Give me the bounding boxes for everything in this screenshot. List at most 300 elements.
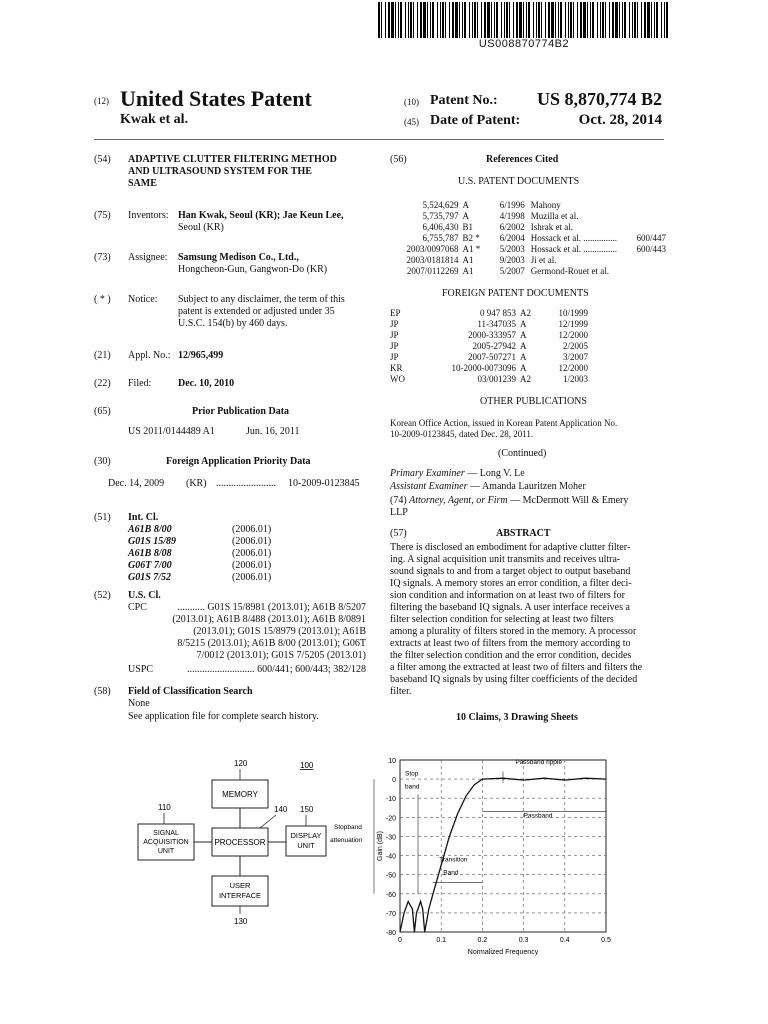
barcode-bar (496, 2, 498, 38)
patent-no-label: Patent No.: (430, 93, 498, 108)
attorney-name-2: LLP (390, 507, 408, 518)
doc-date: 10/1999 (558, 308, 588, 318)
refs-code: (56) (390, 154, 407, 165)
stopband-attenuation-label: attenuation (330, 837, 363, 845)
foreign-docs-table (390, 308, 588, 385)
doc-number: 2003/0097068 (406, 244, 459, 254)
barcode-bar (388, 2, 390, 38)
barcode-bar (605, 2, 606, 38)
barcode-bar (558, 2, 559, 38)
assignee-line-1: Samsung Medison Co., Ltd., (178, 252, 299, 263)
doc-name: Hossack et al. ............... (530, 233, 617, 243)
ref-130: 130 (234, 917, 248, 926)
abstract-line: There is disclosed an embodiment for adaptive clutter filter- (390, 542, 631, 553)
doc-class (633, 200, 666, 211)
doc-date: 12/2000 (558, 330, 588, 340)
other-pubs-heading: OTHER PUBLICATIONS (480, 396, 587, 407)
country: EP (390, 308, 401, 318)
table-row (390, 363, 588, 374)
barcode-bar (413, 2, 414, 38)
display-label-1: DISPLAY (290, 831, 322, 840)
barcode-bar (523, 2, 524, 38)
country: KR (390, 363, 403, 373)
barcode-bar (481, 2, 482, 38)
barcode-bar (405, 2, 406, 38)
barcode-bar (629, 2, 630, 38)
foreign-country: (KR) (186, 478, 207, 489)
intcl-version: (2006.01) (232, 572, 272, 583)
patent-no: US 8,870,774 B2 (536, 89, 662, 109)
ref-150: 150 (300, 805, 314, 814)
barcode-bar (423, 2, 426, 38)
table-row (396, 266, 666, 277)
y-tick-label: -30 (385, 834, 396, 842)
doc-name: Ji et al. (530, 255, 557, 265)
doc-number: 10-2000-0073096 (451, 363, 516, 373)
barcode-bar (398, 2, 399, 38)
barcode-bar (427, 2, 428, 38)
barcode-bar (509, 2, 510, 38)
doc-kind: B1 (462, 222, 474, 232)
patent-date: Oct. 28, 2014 (578, 112, 662, 128)
ref-110: 110 (158, 803, 171, 812)
foreign-dots: ........................ (216, 478, 276, 489)
abstract-line: baseband IQ signals by using filter coefficients of the decided (390, 674, 638, 685)
claims-summary: 10 Claims, 3 Drawing Sheets (456, 712, 578, 723)
transition-label: Band (443, 869, 459, 877)
left-column (94, 150, 374, 730)
doc-kind: A (520, 341, 527, 351)
doc-number: 2003/0181814 (406, 255, 459, 265)
title-line-1: ADAPTIVE CLUTTER FILTERING METHOD (128, 154, 337, 165)
doc-class (633, 222, 666, 233)
ref-140: 140 (274, 805, 288, 814)
primary-examiner-name: — Long V. Le (464, 468, 525, 479)
doc-date: 5/2003 (499, 244, 525, 254)
table-row (396, 200, 666, 211)
doc-kind: A1 (462, 255, 474, 265)
notice-label: Notice: (128, 294, 158, 305)
notice-line-3: U.S.C. 154(b) by 460 days. (178, 318, 288, 329)
doc-kind: A (520, 330, 527, 340)
patent-title: United States Patent (120, 86, 312, 111)
barcode-image (376, 2, 672, 38)
intcl-class: A61B 8/08 (128, 548, 172, 559)
barcode-bar (609, 2, 610, 38)
y-tick-label: -60 (385, 891, 396, 899)
barcode-bar (469, 2, 470, 38)
inventors-line-2: Seoul (KR) (178, 222, 224, 233)
filed-date: Dec. 10, 2010 (178, 378, 235, 389)
cpc-line-1: ........... G01S 15/8981 (2013.01); A61B 8/5207 (177, 602, 366, 613)
barcode-bar (506, 2, 508, 38)
barcode-bar (501, 2, 502, 38)
country: WO (390, 374, 405, 384)
passband-label: Passband (523, 812, 553, 820)
doc-kind: B2 * (462, 233, 480, 243)
doc-number: 03/001239 (477, 374, 516, 384)
barcode-bar (445, 2, 446, 38)
ref-100: 100 (300, 761, 314, 770)
date-label: Date of Patent: (430, 113, 521, 128)
foreign-heading: Foreign Application Priority Data (166, 456, 311, 467)
signal-label-2: ACQUISITION (143, 839, 189, 846)
stopband-label: Stop (405, 770, 419, 778)
stopband-label: band (405, 783, 420, 791)
barcode-bar (519, 2, 522, 38)
country: JP (390, 319, 399, 329)
barcode-bar (385, 2, 386, 38)
appl-code: (21) (94, 350, 111, 361)
patent-header (0, 84, 768, 136)
other-pubs-line-2: 10-2009-0123845, dated Dec. 28, 2011. (390, 429, 534, 439)
table-row (390, 341, 588, 352)
abstract-line: the filter selection condition and the error condition, decides (390, 650, 632, 661)
passband-ripple-label: Passband ripple (515, 758, 562, 766)
barcode-bar (474, 2, 476, 38)
table-row (390, 319, 588, 330)
inventors-code: (75) (94, 210, 111, 221)
doc-date: 1/2003 (562, 374, 588, 384)
doc-kind: A (520, 363, 527, 373)
doc-date: 9/2003 (499, 255, 525, 265)
x-tick-label: 0.5 (601, 937, 611, 944)
notice-line-2: patent is extended or adjusted under 35 (178, 306, 335, 317)
code-12: (12) (94, 96, 109, 106)
user-label-1: USER (229, 881, 251, 890)
assistant-examiner-name: — Amanda Lauritzen Moher (467, 481, 586, 492)
intcl-row (128, 572, 328, 584)
doc-number: 2007-507271 (468, 352, 516, 362)
cpc-lines (150, 602, 366, 662)
doc-number: 11-347035 (477, 319, 516, 329)
field-none: None (128, 698, 150, 709)
doc-date: 4/1998 (499, 211, 525, 221)
abstract-heading: ABSTRACT (496, 528, 551, 539)
barcode-bar (410, 2, 412, 38)
table-row (396, 233, 666, 244)
barcode-bar (462, 2, 463, 38)
barcode-bar (395, 2, 396, 38)
frequency-response-chart (330, 752, 620, 962)
barcode-bar (455, 2, 458, 38)
doc-number: 2000-333957 (468, 330, 516, 340)
doc-date: 5/2007 (499, 266, 525, 276)
foreign-date: Dec. 14, 2009 (108, 478, 165, 489)
x-tick-label: 0.4 (559, 937, 570, 944)
abstract-line: filtering the baseband IQ signals. A user interface receives a (390, 602, 630, 613)
doc-number: 5,524,629 (422, 200, 459, 210)
field-code: (58) (94, 686, 111, 697)
doc-date: 3/2007 (562, 352, 588, 362)
barcode-bar (548, 2, 550, 38)
transition-label: Transition (439, 856, 468, 864)
barcode-bar (391, 2, 394, 38)
barcode-bar (452, 2, 454, 38)
right-column (390, 150, 666, 730)
intcl-class: G06T 7/00 (128, 560, 172, 571)
assignee-label: Assignee: (128, 252, 168, 263)
doc-name: Germond-Rouet et al. (530, 266, 609, 276)
barcode-number: US008870774B2 (478, 38, 570, 50)
abstract-line: extracts at least two of filters from the memory according to (390, 638, 631, 649)
doc-class: 600/447 (636, 233, 666, 243)
intcl-class: G01S 7/52 (128, 572, 172, 583)
y-tick-label: -70 (385, 910, 396, 918)
y-tick-label: -50 (385, 872, 396, 880)
user-label-2: INTERFACE (218, 891, 262, 900)
us-docs-table (396, 200, 666, 277)
doc-kind: A1 * (462, 244, 481, 254)
authors: Kwak et al. (120, 112, 189, 127)
assignee-line-2: Hongcheon-Gun, Gangwon-Do (KR) (178, 264, 328, 275)
appl-label: Appl. No.: (128, 350, 171, 361)
intcl-version: (2006.01) (232, 536, 272, 547)
plot-frame (400, 760, 606, 932)
x-tick-label: 0.1 (436, 937, 447, 944)
signal-label-3: UNIT (157, 848, 175, 855)
doc-date: 6/2004 (499, 233, 525, 243)
x-tick-label: 0 (398, 937, 402, 944)
barcode-bar (583, 2, 586, 38)
doc-class (633, 266, 666, 277)
cpc-line-4: 8/5215 (2013.01); A61B 8/00 (2013.01); G06T (177, 638, 366, 649)
barcode-bar (541, 2, 542, 38)
intcl-version: (2006.01) (232, 560, 272, 571)
intcl-row (128, 560, 328, 572)
doc-name: Muzilla et al. (530, 211, 579, 221)
doc-kind: A2 (520, 374, 531, 384)
abstract-line: filter selection condition for selecting at least two filters (390, 614, 614, 625)
table-row (396, 211, 666, 222)
barcode-bar (440, 2, 441, 38)
country: JP (390, 330, 399, 340)
notice-line-1: Subject to any disclaimer, the term of this (178, 294, 345, 305)
prior-date: Jun. 16, 2011 (246, 426, 300, 437)
signal-label-1: SIGNAL (153, 830, 179, 837)
doc-kind: A (520, 319, 527, 329)
doc-number: 6,755,787 (422, 233, 459, 243)
barcode-bar (600, 2, 601, 38)
barcode-bar (590, 2, 591, 38)
assignee-text (178, 252, 378, 276)
doc-kind: A (462, 200, 469, 210)
barcode-bar (644, 2, 646, 38)
abstract-line: among a plurality of filters stored in the memory. A processor (390, 626, 637, 637)
stopband-attenuation-label: Stopband (334, 823, 362, 831)
cpc-line-5: 7/0012 (2013.01); G01S 7/5205 (2013.01) (196, 650, 366, 661)
intcl-heading: Int. Cl. (128, 512, 159, 523)
title-line-3: SAME (128, 178, 157, 189)
intcl-row (128, 548, 328, 560)
processor-label: PROCESSOR (214, 838, 266, 847)
notice-code: ( * ) (94, 294, 111, 305)
barcode-bar (437, 2, 438, 38)
barcode-bar (664, 2, 665, 38)
x-tick-label: 0.2 (477, 937, 488, 944)
y-tick-label: 10 (388, 758, 396, 765)
table-row (396, 244, 666, 255)
barcode-bar (430, 2, 431, 38)
barcode (376, 2, 672, 50)
y-tick-label: -80 (385, 930, 396, 937)
intcl-version: (2006.01) (232, 548, 272, 559)
ref-140-leader (260, 815, 276, 828)
uspc-value: ........................... 600/441; 600/443; 382/128 (187, 664, 366, 675)
intcl-code: (51) (94, 512, 111, 523)
refs-heading: References Cited (486, 154, 559, 165)
doc-name: Ishrak et al. (530, 222, 573, 232)
barcode-bar (528, 2, 530, 38)
doc-name: Mahony (530, 200, 561, 210)
doc-kind: A1 (462, 266, 474, 276)
barcode-bar (641, 2, 642, 38)
assistant-examiner (390, 481, 666, 493)
doc-kind: A2 (520, 308, 531, 318)
filed-code: (22) (94, 378, 111, 389)
barcode-bar (538, 2, 540, 38)
intcl-row (128, 524, 328, 536)
inventors-label: Inventors: (128, 210, 169, 221)
barcode-bar (417, 2, 418, 38)
doc-number: 5,735,797 (422, 211, 459, 221)
notice-text (178, 294, 370, 330)
barcode-bar (551, 2, 554, 38)
attorney (390, 495, 666, 519)
barcode-bar (661, 2, 662, 38)
intcl-list (128, 524, 328, 584)
barcode-bar (381, 2, 382, 38)
doc-date: 12/1999 (558, 319, 588, 329)
barcode-bar (472, 2, 473, 38)
uscl-code: (52) (94, 590, 111, 601)
abstract-line: ing. A signal acquisition unit transmits and receives ultra- (390, 554, 621, 565)
cpc-line-2: (2013.01); A61B 8/488 (2013.01); A61B 8/0891 (172, 614, 366, 625)
doc-date: 2/2005 (562, 341, 588, 351)
intcl-class: A61B 8/00 (128, 524, 172, 535)
other-pubs-text (390, 418, 666, 440)
barcode-bar (494, 2, 495, 38)
y-axis-label: Gain (dB) (377, 831, 384, 861)
attorney-name: — McDermott Will & Emery (507, 495, 629, 506)
barcode-bar (487, 2, 490, 38)
y-tick-label: -20 (385, 815, 396, 823)
doc-kind: A (462, 211, 469, 221)
barcode-bar (560, 2, 562, 38)
barcode-bar (464, 2, 466, 38)
abstract-code: (57) (390, 528, 407, 539)
abstract-line: filter. (390, 686, 412, 697)
intcl-class: G01S 15/89 (128, 536, 177, 547)
barcode-bar (634, 2, 636, 38)
barcode-bar (449, 2, 450, 38)
barcode-bar (536, 2, 537, 38)
table-row (390, 330, 588, 341)
primary-examiner (390, 468, 666, 480)
barcode-bar (442, 2, 444, 38)
us-docs-heading: U.S. PATENT DOCUMENTS (458, 176, 580, 187)
barcode-bar (573, 2, 574, 38)
barcode-bar (666, 2, 668, 38)
doc-number: 2005-27942 (472, 341, 516, 351)
prior-pub: US 2011/0144489 A1 (128, 426, 215, 437)
barcode-bar (602, 2, 604, 38)
country: JP (390, 352, 399, 362)
cpc-label: CPC (128, 602, 147, 613)
doc-date: 6/1996 (499, 200, 525, 210)
barcode-bar (432, 2, 434, 38)
y-tick-label: -10 (385, 796, 396, 804)
x-tick-label: 0.3 (518, 937, 529, 944)
barcode-bar (637, 2, 638, 38)
abstract-line: sion condition and information on at least two of filters for (390, 590, 625, 601)
table-row (390, 374, 588, 385)
barcode-bar (545, 2, 546, 38)
foreign-number: 10-2009-0123845 (288, 478, 360, 489)
barcode-bar (533, 2, 534, 38)
foreign-code: (30) (94, 456, 111, 467)
uscl-heading: U.S. Cl. (128, 590, 161, 601)
barcode-bar (619, 2, 620, 38)
uspc-label: USPC (128, 664, 154, 675)
inventors-text (178, 210, 378, 234)
filed-label: Filed: (128, 378, 152, 389)
abstract-text (390, 542, 666, 698)
inventors-line-1: Han Kwak, Seoul (KR); Jae Keun Lee, (178, 210, 344, 221)
title-line-2: AND ULTRASOUND SYSTEM FOR THE (128, 166, 312, 177)
invention-title (128, 154, 378, 190)
table-row (390, 308, 588, 319)
barcode-bar (516, 2, 518, 38)
barcode-bar (570, 2, 572, 38)
doc-class (633, 211, 666, 222)
barcode-bar (568, 2, 569, 38)
barcode-bar (491, 2, 492, 38)
doc-name: Hossack et al. ............... (530, 244, 617, 254)
doc-kind: A (520, 352, 527, 362)
barcode-bar (624, 2, 626, 38)
prior-heading: Prior Publication Data (192, 406, 290, 417)
foreign-docs-heading: FOREIGN PATENT DOCUMENTS (442, 288, 589, 299)
title-code: (54) (94, 154, 111, 165)
barcode-bar (647, 2, 650, 38)
barcode-bar (484, 2, 486, 38)
barcode-bar (459, 2, 460, 38)
x-axis-label: Normalized Frequency (467, 949, 539, 956)
barcode-bar (656, 2, 658, 38)
barcode-bar (400, 2, 402, 38)
barcode-bar (555, 2, 556, 38)
table-row (390, 352, 588, 363)
doc-class: 600/443 (636, 244, 666, 254)
doc-number: 2007/0112269 (406, 266, 459, 276)
y-tick-label: -40 (385, 853, 396, 861)
barcode-bar (565, 2, 566, 38)
display-label-2: UNIT (297, 841, 315, 850)
barcode-bar (420, 2, 422, 38)
table-row (396, 222, 666, 233)
barcode-bar (577, 2, 578, 38)
barcode-bar (622, 2, 623, 38)
continued-note: (Continued) (498, 448, 547, 459)
barcode-bar (580, 2, 582, 38)
barcode-bar (592, 2, 594, 38)
field-note: See application file for complete search history. (128, 711, 319, 722)
doc-class (633, 255, 666, 266)
abstract-line: a filter among the extracted at least two of filters and filters the (390, 662, 643, 673)
cpc-line-3: (2013.01); G01S 15/8979 (2013.01); A61B (193, 626, 366, 637)
y-tick-label: 0 (392, 777, 396, 785)
